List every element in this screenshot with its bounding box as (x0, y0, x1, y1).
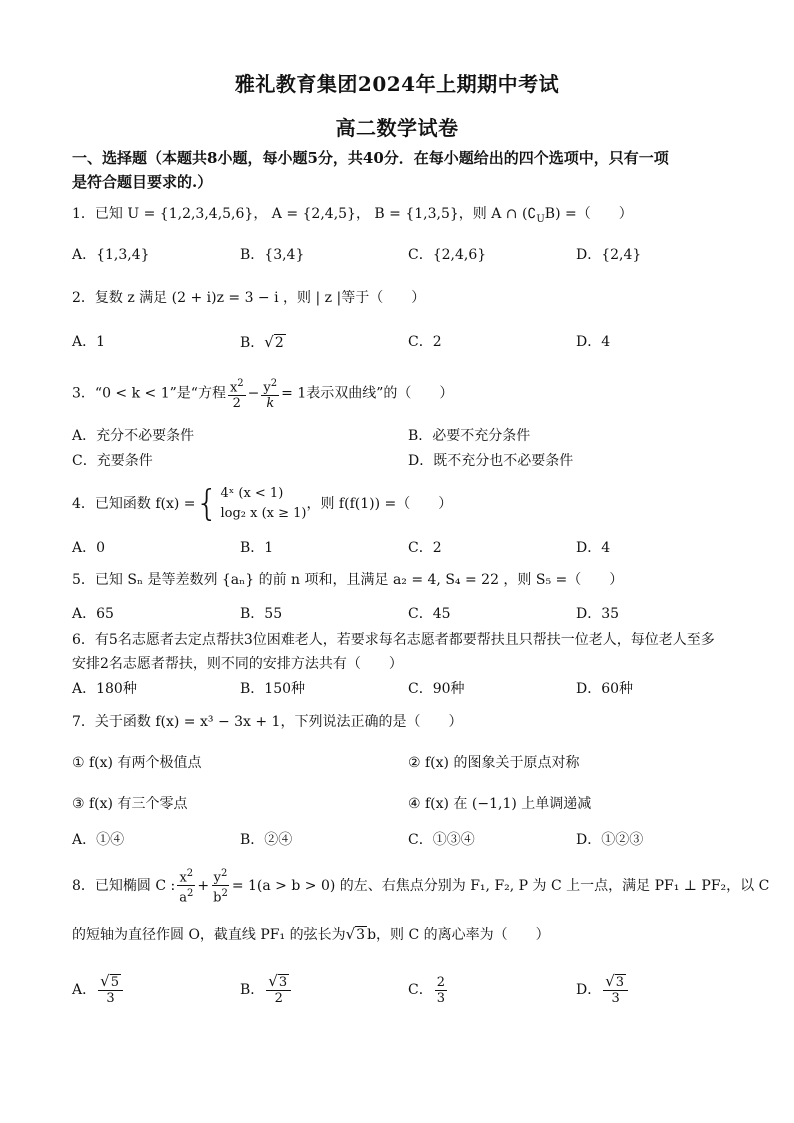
q7-statement-1: ① f(x) 有两个极值点 (72, 755, 202, 771)
q4-option-c[interactable]: C．2 (408, 540, 442, 556)
q8-line2b: b，则 C 的离心率为（ ） (367, 927, 550, 943)
q1-set-u: U = {1,2,3,4,5,6} (127, 206, 254, 222)
q4-prefix: 4．已知函数 f(x) = (72, 496, 196, 512)
q1-ask2: B) =（ ） (544, 206, 633, 222)
q1-prefix: 1．已知 (72, 206, 123, 222)
q8-option-a-label: A． (72, 982, 97, 998)
question-6-line1: 6．有5名志愿者去定点帮扶3位困难老人，若要求每名志愿者都要帮扶且只帮扶一位老人，每位老人至多 (72, 632, 715, 648)
q7-option-b[interactable]: B．②④ (240, 832, 293, 848)
q3-prefix: 3．“0 < k < 1”是“方程 (72, 385, 226, 402)
q3-suffix: = 1表示双曲线”的（ ） (281, 385, 454, 402)
q8-option-d-label: D． (576, 982, 602, 998)
q8-option-d-frac: $\frac{√3}{3}$ (603, 974, 628, 1006)
q2-option-b-radicand: 2 (274, 335, 284, 351)
q5-option-b[interactable]: B．55 (240, 606, 283, 622)
q8-option-c[interactable] (408, 970, 449, 1010)
q2-option-c[interactable]: C．2 (408, 334, 442, 350)
q4-option-a[interactable]: A．0 (72, 540, 106, 556)
q4-case-2: log₂ x (x ≥ 1) (220, 506, 307, 521)
left-brace-icon: { (195, 483, 219, 524)
q4-case-1: 4ˣ (x < 1) (220, 486, 284, 501)
q7-statement-4: ④ f(x) 在 (−1,1) 上单调递减 (408, 796, 592, 812)
question-1: 1．已知 U = {1,2,3,4,5,6}， A = {2,4,5}， B = {1,3,5}，则 A ∩ $(∁_UB)$ =（ ） (72, 206, 633, 225)
question-7: 7．关于函数 f(x) = x³ − 3x + 1，下列说法正确的是（ ） (72, 714, 463, 730)
question-5: 5．已知 Sₙ 是等差数列 {aₙ} 的前 n 项和，且满足 a₂ = 4, S₄ = 22 ，则 S₅ =（ ） (72, 572, 624, 588)
q7-option-c[interactable]: C．①③④ (408, 832, 475, 848)
q7-option-d[interactable]: D．①②③ (576, 832, 644, 848)
q2-option-b-label: B． (240, 335, 265, 351)
q6-option-a[interactable]: A．180种 (72, 681, 137, 697)
q3-frac-x: $\frac{x^2}{2}$ (229, 378, 244, 412)
q3-option-d[interactable]: D．既不充分也不必要条件 (408, 453, 574, 469)
question-3 (72, 376, 453, 411)
question-8-line1 (72, 866, 769, 906)
q3-frac-y: $\frac{y^2}{k}$ (263, 378, 278, 412)
q4-option-d[interactable]: D．4 (576, 540, 611, 556)
q3-option-c[interactable]: C．充要条件 (72, 453, 153, 469)
question-8-line2 (72, 924, 550, 945)
q8-line2a: 的短轴为直径作圆 O，截直线 PF₁ 的弦长为 (72, 927, 346, 943)
q5-option-c[interactable]: C．45 (408, 606, 451, 622)
q7-option-a[interactable]: A．①④ (72, 832, 125, 848)
question-2: 2．复数 z 满足 (2 + i)z = 3 − i ，则 | z |等于（ ） (72, 290, 426, 306)
q1-option-b[interactable]: B．{3,4} (240, 247, 305, 263)
q1-set-a: A = {2,4,5} (271, 206, 356, 222)
q8-rad3: 3 (356, 927, 366, 943)
q5-option-a[interactable]: A．65 (72, 606, 114, 622)
q7-statement-3: ③ f(x) 有三个零点 (72, 796, 188, 812)
q8-option-c-label: C． (408, 982, 433, 998)
q6-option-d[interactable]: D．60种 (576, 681, 634, 697)
q8-mid: = 1(a > b > 0) 的左、右焦点分别为 F₁, F₂, P 为 C 上一点，满足 PF₁ ⊥ PF₂，以 C (231, 877, 770, 894)
q8-frac-x: $\frac{x^2}{a^2}$ (179, 868, 194, 906)
q8-option-a[interactable] (72, 970, 125, 1010)
q8-option-a-frac: $\frac{√5}{3}$ (98, 974, 123, 1006)
q3-option-b[interactable]: B．必要不充分条件 (408, 428, 531, 444)
q1-ask: ，则 A ∩ (∁ (458, 206, 537, 222)
q1-set-b: B = {1,3,5} (374, 206, 459, 222)
q7-statement-2: ② f(x) 的图象关于原点对称 (408, 755, 580, 771)
q4-cases (220, 484, 306, 524)
q8-option-b[interactable] (240, 970, 293, 1010)
q8-option-b-frac: $\frac{√3}{2}$ (266, 974, 291, 1006)
q8-option-c-frac: $\frac{2}{3}$ (436, 974, 445, 1006)
q4-option-b[interactable]: B．1 (240, 540, 274, 556)
q3-minus: − (247, 385, 260, 402)
q5-option-d[interactable]: D．35 (576, 606, 620, 622)
section-heading-line2: 是符合题目要求的.） (72, 173, 213, 191)
q1-option-d[interactable]: D．{2,4} (576, 247, 642, 263)
q2-option-b[interactable] (240, 332, 286, 353)
q3-option-a[interactable]: A．充分不必要条件 (72, 428, 195, 444)
q8-option-b-label: B． (240, 982, 265, 998)
q6-option-b[interactable]: B．150种 (240, 681, 306, 697)
q8-plus: + (197, 877, 210, 894)
q4-suffix: ，则 f(f(1)) =（ ） (306, 496, 453, 512)
q8-frac-y: $\frac{y^2}{b^2}$ (213, 868, 228, 906)
sqrt-symbol: √ (264, 333, 274, 351)
sqrt-symbol: √ (345, 925, 356, 943)
q1-option-a[interactable]: A．{1,3,4} (72, 247, 150, 263)
question-6-line2: 安排2名志愿者帮扶，则不同的安排方法共有（ ） (72, 656, 403, 672)
exam-title: 雅礼教育集团2024年上期期中考试 (234, 72, 560, 96)
q8-option-d[interactable] (576, 970, 630, 1010)
exam-subtitle: 高二数学试卷 (335, 116, 459, 140)
q1-option-c[interactable]: C．{2,4,6} (408, 247, 487, 263)
q2-option-d[interactable]: D．4 (576, 334, 611, 350)
q6-option-c[interactable]: C．90种 (408, 681, 465, 697)
q2-option-a[interactable]: A．1 (72, 334, 106, 350)
question-4 (72, 483, 452, 525)
q8-prefix: 8．已知椭圆 C : (72, 877, 176, 894)
section-heading-line1: 一、选择题（本题共8小题，每小题5分，共40分．在每小题给出的四个选项中，只有一项 (72, 149, 669, 167)
